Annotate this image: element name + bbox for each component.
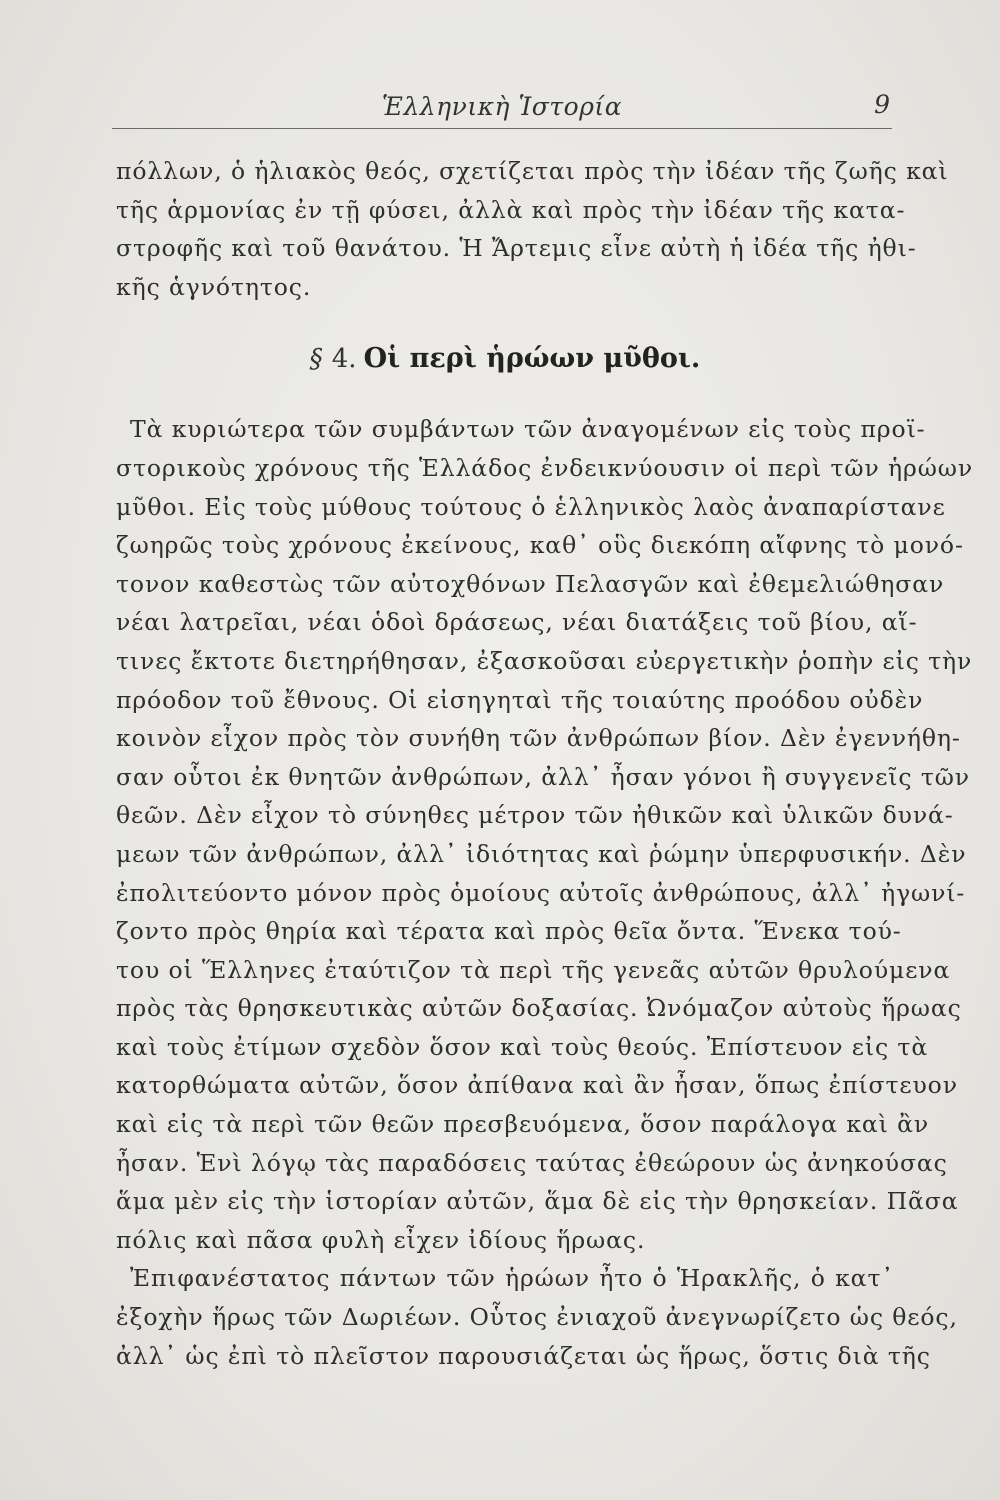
text-line: μεων τῶν ἀνθρώπων, ἀλλ᾿ ἰδιότητας καὶ ῥώμην ὑπερφυσικήν. Δὲν xyxy=(116,839,967,868)
section-heading xyxy=(116,339,894,379)
text-line: στορικοὺς χρόνους τῆς Ἑλλάδος ἐνδεικνύουσιν οἱ περὶ τῶν ἡρώων xyxy=(116,453,974,482)
page-body xyxy=(116,152,974,1375)
text-line: ἐξοχὴν ἥρως τῶν Δωριέων. Οὗτος ἐνιαχοῦ ἀνεγνωρίζετο ὡς θεός, xyxy=(116,1303,958,1332)
text-line: θεῶν. Δὲν εἶχον τὸ σύνηθες μέτρον τῶν ἠθικῶν καὶ ὑλικῶν δυνά- xyxy=(116,801,954,830)
page-number: 9 xyxy=(874,90,890,119)
text-line: ζωηρῶς τοὺς χρόνους ἐκείνους, καθ᾿ οὓς διεκόπη αἴφνης τὸ μονό- xyxy=(116,531,964,560)
text-line: σαν οὗτοι ἐκ θνητῶν ἀνθρώπων, ἀλλ᾿ ἦσαν γόνοι ἢ συγγενεῖς τῶν xyxy=(116,762,970,791)
text-line: Τὰ κυριώτερα τῶν συμβάντων τῶν ἀναγομένων εἰς τοὺς προϊ- xyxy=(130,415,926,444)
text-line: κοινὸν εἶχον πρὸς τὸν συνήθη τῶν ἀνθρώπων βίον. Δὲν ἐγεννήθη- xyxy=(116,724,961,753)
text-line: τονον καθεστὼς τῶν αὐτοχθόνων Πελασγῶν καὶ ἐθεμελιώθησαν xyxy=(116,569,945,598)
text-line: ζοντο πρὸς θηρία καὶ τέρατα καὶ πρὸς θεῖα ὄντα. Ἕνεκα τού- xyxy=(116,917,902,946)
text-line: κατορθώματα αὐτῶν, ὅσον ἀπίθανα καὶ ἂν ἦσαν, ὅπως ἐπίστευον xyxy=(116,1071,958,1100)
text-line: τῆς ἁρμονίας ἐν τῇ φύσει, ἀλλὰ καὶ πρὸς τὴν ἰδέαν τῆς κατα- xyxy=(116,195,906,224)
text-line: καὶ τοὺς ἐτίμων σχεδὸν ὅσον καὶ τοὺς θεούς. Ἐπίστευον εἰς τὰ xyxy=(116,1032,929,1061)
text-line: ἅμα μὲν εἰς τὴν ἱστορίαν αὐτῶν, ἅμα δὲ εἰς τὴν θρησκείαν. Πᾶσα xyxy=(116,1187,959,1216)
text-line: πρὸς τὰς θρησκευτικὰς αὐτῶν δοξασίας. Ὠνόμαζον αὐτοὺς ἥρωας xyxy=(116,994,962,1023)
text-line: πρόοδον τοῦ ἔθνους. Οἱ εἰσηγηταὶ τῆς τοιαύτης προόδου οὐδὲν xyxy=(116,685,924,714)
paragraph xyxy=(116,1259,958,1375)
text-line: ἀλλ᾿ ὡς ἐπὶ τὸ πλεῖστον παρουσιάζεται ὡς ἥρως, ὅστις διὰ τῆς xyxy=(116,1341,931,1370)
running-title: Ἑλληνικὴ Ἱστορία xyxy=(381,92,623,121)
paragraph xyxy=(116,152,949,306)
text-line: ἦσαν. Ἑνὶ λόγῳ τὰς παραδόσεις ταύτας ἐθεώρουν ὡς ἀνηκούσας xyxy=(116,1148,948,1177)
text-line: του οἱ Ἕλληνες ἐταύτιζον τὰ περὶ τῆς γενεᾶς αὐτῶν θρυλούμενα xyxy=(116,955,951,984)
text-line: ἐπολιτεύοντο μόνον πρὸς ὁμοίους αὐτοῖς ἀνθρώπους, ἀλλ᾿ ἠγωνί- xyxy=(116,878,966,907)
text-line: κῆς ἁγνότητος. xyxy=(116,272,312,301)
text-line: καὶ εἰς τὰ περὶ τῶν θεῶν πρεσβευόμενα, ὅσον παράλογα καὶ ἂν xyxy=(116,1110,930,1139)
section-mark: § xyxy=(309,344,323,375)
paragraph xyxy=(116,410,974,1259)
text-line: Ἐπιφανέστατος πάντων τῶν ἡρώων ἦτο ὁ Ἡρακλῆς, ὁ κατ᾿ xyxy=(130,1264,894,1293)
text-line: πόλλων, ὁ ἡλιακὸς θεός, σχετίζεται πρὸς τὴν ἰδέαν τῆς ζωῆς καὶ xyxy=(116,157,949,185)
text-line: τινες ἔκτοτε διετηρήθησαν, ἐξασκοῦσαι εὐεργετικὴν ῥοπὴν εἰς τὴν xyxy=(116,646,973,675)
text-line: πόλις καὶ πᾶσα φυλὴ εἶχεν ἰδίους ἥρωας. xyxy=(116,1225,646,1254)
section-title: Οἱ περὶ ἡρώων μῦθοι. xyxy=(363,343,701,375)
text-line: μῦθοι. Εἰς τοὺς μύθους τούτους ὁ ἑλληνικὸς λαὸς ἀναπαρίστανε xyxy=(116,492,946,521)
text-line: στροφῆς καὶ τοῦ θανάτου. Ἡ Ἄρτεμις εἶνε αὐτὴ ἡ ἰδέα τῆς ἠθι- xyxy=(116,234,917,263)
section-number: 4. xyxy=(331,344,357,375)
page-header xyxy=(112,88,892,129)
text-line: νέαι λατρεῖαι, νέαι ὁδοὶ δράσεως, νέαι διατάξεις τοῦ βίου, αἵ- xyxy=(116,608,918,637)
